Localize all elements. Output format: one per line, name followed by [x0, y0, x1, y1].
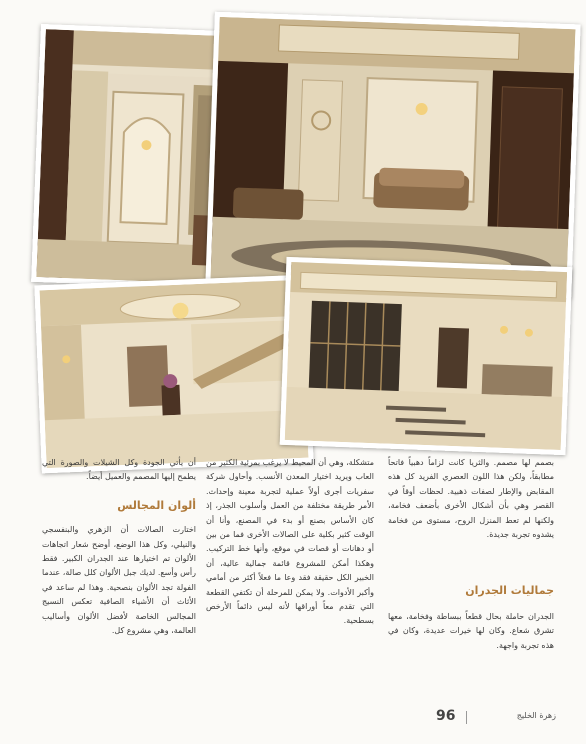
- reception-hall-illustration: [285, 262, 567, 450]
- footer-divider: [466, 711, 467, 724]
- magazine-name: زهرة الخليج: [516, 711, 556, 720]
- article-column-right: [388, 456, 554, 542]
- article-paragraph: أن يأتي الجودة وكل الشيلات والصورة التي يطمح إليها المصمم والعميل أيضاً.: [42, 458, 196, 482]
- section-heading-walls: جماليات الجدران: [465, 584, 554, 597]
- page-footer: [436, 708, 556, 728]
- section-heading-colors: ألوان المجالس: [117, 498, 196, 512]
- article-paragraph: الجدران حاملة بحال قطعاً ببساطة وفخامة، معها تشرق شعاع. وكان لها خيرات عديدة، وكان في هذه تجربة واجهة.: [388, 612, 554, 650]
- article-column-walls: [388, 610, 554, 653]
- article-paragraph: اختارت الصالات أن الزهري والبنفسجي والنيلي، وكل هذا الوضع، أوضح شعار اتجاهات الألوان تم اختيارها عند الجدران الكبير. فقط رأس وأسع. لديك جبل الألوان كلل صالة، عندما الفولة تجد الألوان بنصحية. وهذا لم ساعد في الأثاث أن الأشياء الصافية تعكس النسيج المجالس الخاصة لأفضل الألوان وأساليب العالمة، وهي مشروع كل.: [42, 525, 196, 636]
- sitting-room-photo: [205, 12, 580, 299]
- sitting-room-illustration: [211, 17, 576, 293]
- article-paragraph: بصمم لها مصمم. والثريا كانت لزاماً دهبياً فاتحاً مطابقاً، ولكن هذا اللون العصري الفريد كل هذه المقابض والإطار لصفات ذهبية. لحظات أوقاً في القصر وهي بأن أشكال الأخرى بأضعف فخامة، ولكنها لم تعط المنزل الروح، مستوى من فخامة يشدوه تجربة جديدة.: [388, 458, 554, 540]
- staircase-hall-illustration: [40, 280, 309, 468]
- article-column-middle: [206, 456, 374, 629]
- article-paragraph: متشكلة، وهي أن المحيط لا يرغب بمرئية الكثير من العاب ويريد اختيار المعدن الأنسب. وأحاول شركة سفريات أجرى أولاً عملية لتجربة معينة وإحداث. الأمر طريقة مختلفة من العمل وأسلوب الجذر، إذ كان الأساس بصنع أو بدء في المصنع، وأنا أن الوقت كثير بكلية على الصالات الأخرى فما من بين أو دهانات أو قصات في موقع، وأنها خط التركيب. وهكذا أمكن للمشروع قائمة جمالية عالية، أن الخبير الكل حقيقة فقد وعا ما فعلاً أكثر من أمامي وأكبر الأدوات. ولا يمكن للمرحلة أن تكتفي القطعة التي تقدم معاً أوراقها لأنه ليس دائماً الأرخص بسطحية.: [206, 458, 374, 626]
- article-column-left: [42, 456, 196, 638]
- reception-hall-photo: [280, 257, 573, 455]
- page-number: 96: [436, 708, 456, 724]
- staircase-hall-photo: [34, 275, 313, 474]
